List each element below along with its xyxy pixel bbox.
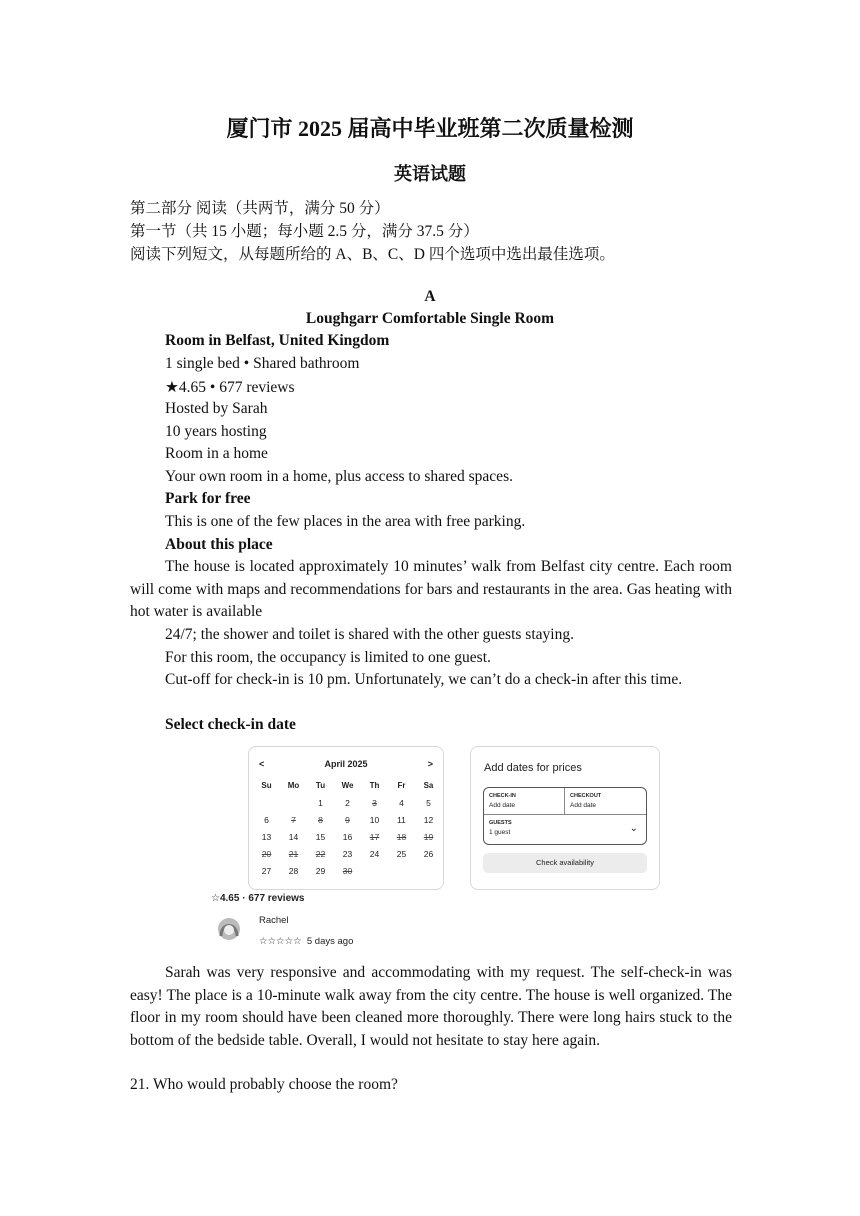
calendar-day[interactable]: 1: [318, 797, 323, 808]
listing-room-desc: Your own room in a home, plus access to shared spaces.: [165, 468, 513, 485]
listing-host: Hosted by Sarah: [165, 400, 268, 417]
checkin-value: Add date: [489, 802, 516, 809]
about-paragraph-text: The house is located approximately 10 minutes’ walk from Belfast city centre. Each room will come with maps and recommendations for bars and restaurants in the area. Gas heating with hot water is available: [130, 558, 732, 621]
calendar-day[interactable]: 28: [288, 865, 299, 876]
calendar-day[interactable]: 23: [342, 848, 353, 859]
booking-title: Add dates for prices: [484, 762, 582, 774]
checkout-label: CHECKOUT: [570, 793, 602, 799]
listing-room-type: Room in a home: [165, 445, 268, 462]
calendar-day[interactable]: 13: [261, 831, 272, 842]
calendar-day[interactable]: 14: [288, 831, 299, 842]
calendar-empty: [361, 862, 388, 879]
about-paragraph-4: [130, 669, 732, 692]
calendar-day[interactable]: 5: [426, 797, 431, 808]
review-stars: [259, 936, 353, 947]
calendar-day: 30: [342, 865, 353, 876]
calendar-widget: [248, 746, 444, 890]
guests-value: 1 guest: [489, 829, 511, 836]
calendar-day[interactable]: 26: [423, 848, 434, 859]
calendar-empty: [280, 794, 307, 811]
calendar-day[interactable]: 15: [315, 831, 326, 842]
guests-label: GUESTS: [489, 820, 512, 826]
calendar-day: 7: [291, 814, 296, 825]
passage-letter: A: [424, 288, 436, 305]
weekday-label: We: [341, 781, 354, 790]
section-line: 第二部分 阅读（共两节，满分 50 分）: [130, 200, 390, 217]
checkin-label: CHECK-IN: [489, 793, 516, 799]
about-line-2: 24/7; the shower and toilet is shared with the other guests staying.: [165, 626, 574, 643]
review-paragraph-text: Sarah was very responsive and accommodating with my request. The self-check-in was easy! The place is a 10-minute walk away from the city centre. The house is well organized. The floor in my room should have been cleaned more thoroughly. There were long hairs stuck to the bottom of the bedside table. Overall, I would not hesitate to stay here again.: [130, 964, 732, 1049]
calendar-day[interactable]: 10: [369, 814, 380, 825]
passage-heading: Loughgarr Comfortable Single Room: [305, 310, 555, 327]
calendar-month: April 2025: [324, 759, 368, 769]
calendar-day: 18: [396, 831, 407, 842]
listing-location: Room in Belfast, United Kingdom: [165, 332, 390, 349]
checkin-field[interactable]: [484, 788, 565, 815]
weekday-label: Tu: [315, 781, 326, 790]
review-paragraph: [130, 962, 732, 1052]
instruction-line: 阅读下列短文，从每题所给的 A、B、C、D 四个选项中选出最佳选项。: [130, 246, 615, 263]
weekday-label: Su: [261, 781, 272, 790]
weekday-label: Fr: [397, 781, 406, 790]
listing-rating: ★4.65 • 677 reviews: [165, 379, 295, 396]
prev-month-icon[interactable]: <: [259, 759, 265, 769]
calendar-day[interactable]: 12: [423, 814, 434, 825]
checkout-field[interactable]: [565, 788, 646, 815]
check-availability-button[interactable]: Check availability: [483, 853, 647, 873]
calendar-empty: [388, 862, 415, 879]
calendar-day: 8: [318, 814, 323, 825]
about-heading: About this place: [165, 536, 273, 553]
calendar-day[interactable]: 6: [264, 814, 269, 825]
calendar-day: 19: [423, 831, 434, 842]
weekday-label: Sa: [423, 781, 434, 790]
calendar-day[interactable]: 29: [315, 865, 326, 876]
section-line: 第一节（共 15 小题；每小题 2.5 分，满分 37.5 分）: [130, 223, 479, 240]
booking-widget: [470, 746, 660, 890]
calendar-day: 9: [345, 814, 350, 825]
next-month-icon[interactable]: >: [427, 759, 433, 769]
weekday-label: Mo: [287, 781, 300, 790]
calendar-day[interactable]: 2: [345, 797, 350, 808]
calendar-day: 21: [288, 848, 299, 859]
review-date: 5 days ago: [306, 936, 354, 947]
calendar-day[interactable]: 16: [342, 831, 353, 842]
calendar-day: 3: [372, 797, 377, 808]
calendar-day[interactable]: 27: [261, 865, 272, 876]
booking-fields: [483, 787, 647, 845]
calendar-day[interactable]: 11: [397, 814, 406, 825]
review-summary: ☆4.65 · 677 reviews: [211, 893, 305, 904]
calendar-day: 17: [369, 831, 380, 842]
guests-select[interactable]: [484, 815, 646, 844]
park-text: This is one of the few places in the area with free parking.: [165, 513, 526, 530]
calendar-grid: [253, 777, 442, 879]
about-paragraph: [130, 556, 732, 624]
calendar-day[interactable]: 4: [399, 797, 404, 808]
about-paragraph-4-text: Cut-off for check-in is 10 pm. Unfortunately, we can’t do a check-in after this time.: [165, 671, 683, 688]
reviewer-avatar: [216, 916, 242, 942]
calendar-day[interactable]: 24: [369, 848, 380, 859]
listing-features: 1 single bed • Shared bathroom: [165, 355, 360, 372]
calendar-day: 22: [315, 848, 326, 859]
about-line-3: For this room, the occupancy is limited to one guest.: [165, 649, 491, 666]
reviewer-name: Rachel: [259, 915, 289, 926]
review-stars-text: ☆☆☆☆☆: [259, 936, 302, 947]
calendar-empty: [415, 862, 442, 879]
select-date-heading: Select check-in date: [165, 716, 296, 733]
checkout-value: Add date: [570, 802, 597, 809]
exam-subtitle: 英语试题: [394, 164, 466, 184]
calendar-day[interactable]: 25: [396, 848, 407, 859]
calendar-day: 20: [261, 848, 272, 859]
weekday-label: Th: [369, 781, 380, 790]
exam-title: 厦门市 2025 届高中毕业班第二次质量检测: [226, 116, 634, 141]
calendar-empty: [253, 794, 280, 811]
park-heading: Park for free: [165, 490, 251, 507]
listing-hosting-years: 10 years hosting: [165, 423, 267, 440]
question-21: 21. Who would probably choose the room?: [130, 1076, 398, 1093]
chevron-down-icon: ⌄: [629, 823, 638, 834]
